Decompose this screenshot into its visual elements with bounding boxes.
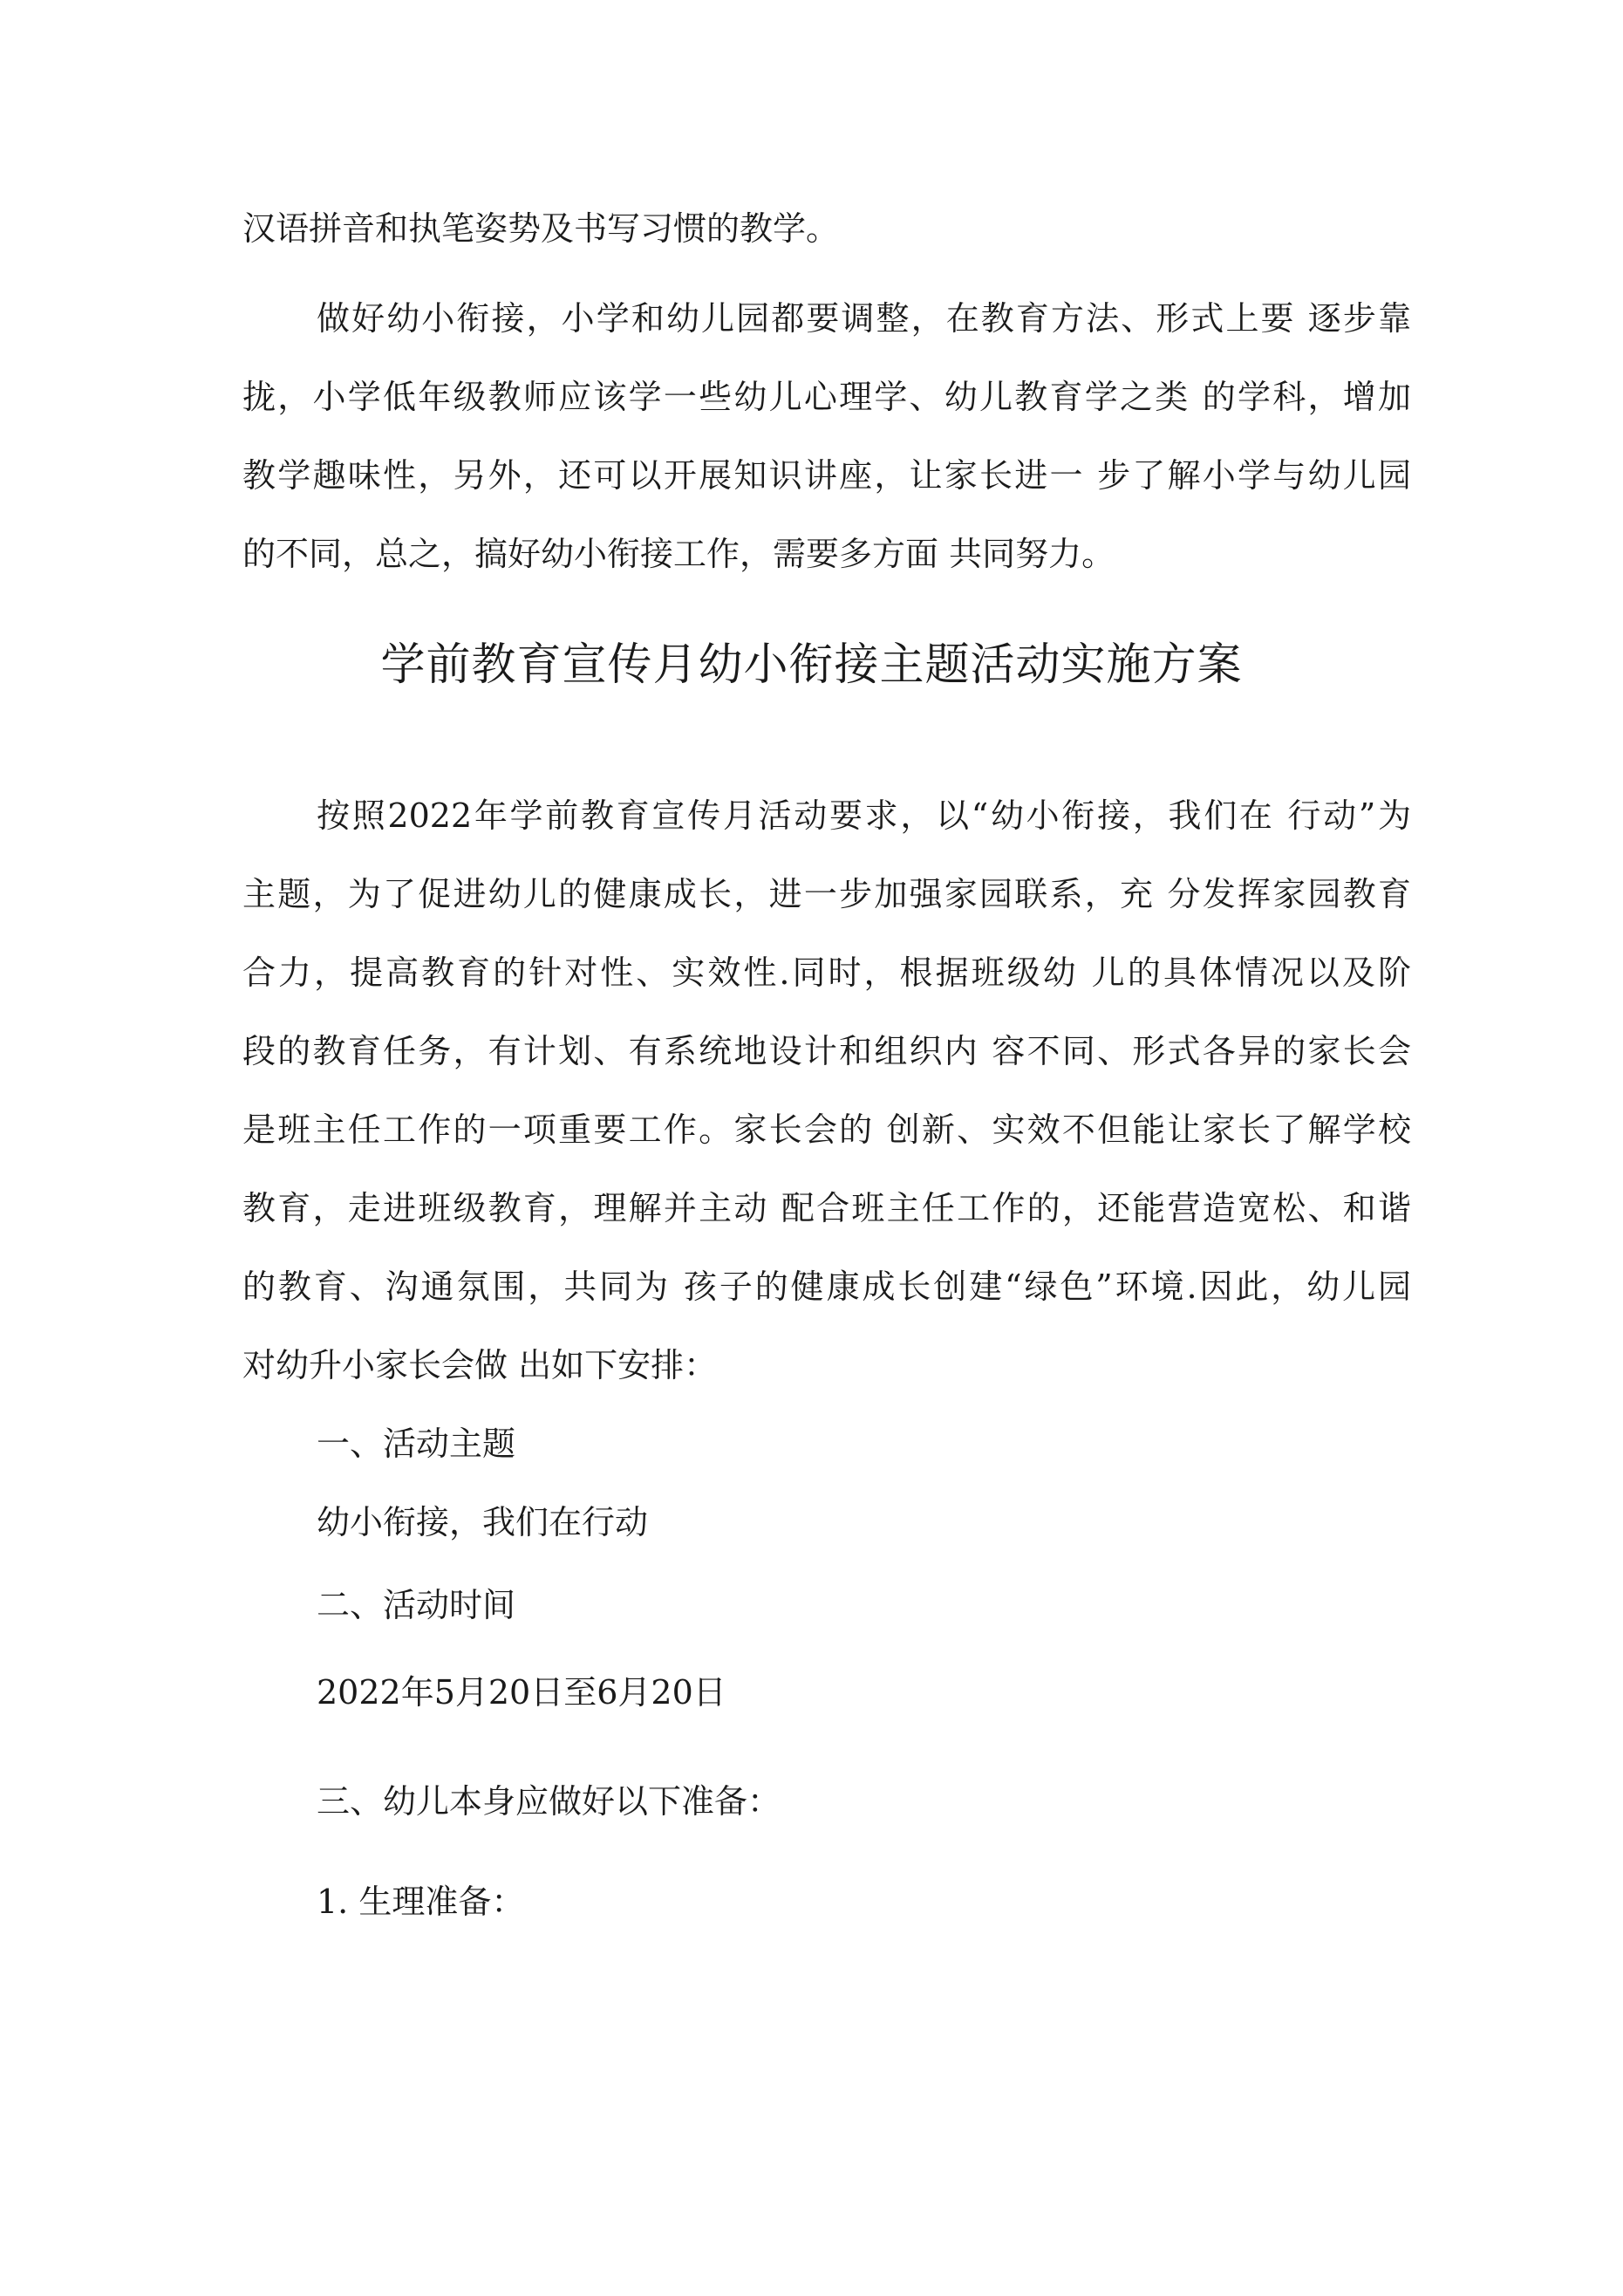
section-time-text: 2022年5月20日至6月20日 (317, 1673, 726, 1712)
body-line-7: 的教育、沟通氛围，共同为 孩子的健康成长创建“绿色”环境.因此，幼儿园 (242, 1268, 1411, 1306)
section-heading-theme: 一、活动主题 (317, 1425, 516, 1463)
body-line-5: 是班主任工作的一项重要工作。家长会的 创新、实效不但能让家长了解学校 (242, 1110, 1411, 1149)
body-line-6: 教育，走进班级教育，理解并主动 配合班主任工作的，还能营造宽松、和谐 (242, 1189, 1411, 1227)
section-item-physiological: 1. 生理准备： (317, 1883, 525, 1921)
intro-line-4: 教学趣味性，另外，还可以开展知识讲座，让家长进一 步了解小学与幼儿园 (242, 456, 1411, 495)
body-line-2: 主题，为了促进幼儿的健康成长，进一步加强家园联系，充 分发挥家园教育 (242, 875, 1411, 913)
section-heading-time: 二、活动时间 (317, 1586, 516, 1624)
intro-line-5: 的不同，总之，搞好幼小衔接工作，需要多方面 共同努力。 (242, 535, 1115, 573)
intro-line-1: 汉语拼音和执笔姿势及书写习惯的教学。 (242, 209, 840, 248)
section-theme-text: 幼小衔接，我们在行动 (317, 1503, 649, 1541)
body-line-3: 合力，提高教育的针对性、实效性.同时，根据班级幼 儿的具体情况以及阶 (242, 953, 1411, 992)
intro-line-2: 做好幼小衔接，小学和幼儿园都要调整，在教育方法、形式上要 逐步靠 (317, 299, 1411, 338)
section-heading-preparation: 三、幼儿本身应做好以下准备： (317, 1782, 781, 1821)
body-line-8: 对幼升小家长会做 出如下安排： (242, 1346, 718, 1384)
body-line-4: 段的教育任务，有计划、有系统地设计和组织内 容不同、形式各异的家长会 (242, 1032, 1411, 1070)
intro-line-3: 拢，小学低年级教师应该学一些幼儿心理学、幼儿教育学之类 的学科，增加 (242, 378, 1411, 416)
document-title: 学前教育宣传月幼小衔接主题活动实施方案 (380, 639, 1243, 691)
body-line-1: 按照2022年学前教育宣传月活动要求，以“幼小衔接，我们在 行动”为 (317, 796, 1411, 835)
